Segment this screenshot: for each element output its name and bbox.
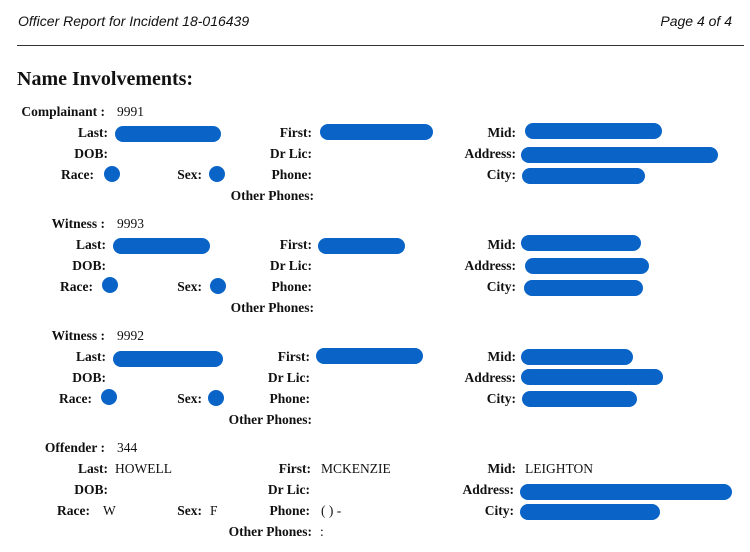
label-dob: DOB:: [72, 370, 106, 385]
label-first: First:: [279, 125, 312, 140]
label-dr-lic: Dr Lic:: [269, 258, 312, 273]
involvement-role: Offender :: [44, 440, 105, 455]
label-phone: Phone:: [271, 167, 312, 182]
section-title: Name Involvements:: [17, 68, 194, 90]
label-address: Address:: [464, 258, 516, 273]
redacted-address: [521, 147, 718, 163]
offender-other-phones: :: [320, 524, 324, 539]
involvement-id: 9993: [117, 216, 144, 231]
label-first: First:: [278, 461, 311, 476]
offender-race: W: [103, 503, 116, 518]
label-address: Address:: [462, 482, 514, 497]
label-race: Race:: [57, 503, 90, 518]
label-last: Last:: [78, 461, 108, 476]
header-divider: [17, 45, 744, 46]
label-race: Race:: [59, 391, 92, 406]
redacted-race: [102, 277, 118, 293]
offender-phone: ( ) -: [321, 503, 342, 518]
label-dr-lic: Dr Lic:: [267, 370, 310, 385]
label-city: City:: [486, 279, 516, 294]
label-sex: Sex:: [177, 279, 202, 294]
label-sex: Sex:: [177, 391, 202, 406]
label-address: Address:: [464, 370, 516, 385]
involvement-witness-2: [0, 328, 750, 440]
involvement-role: Complainant :: [21, 104, 105, 119]
label-phone: Phone:: [271, 279, 312, 294]
involvement-id: 344: [117, 440, 138, 455]
redacted-last: [113, 351, 223, 367]
redacted-mid: [521, 349, 633, 365]
label-mid: Mid:: [487, 237, 516, 252]
redacted-race: [101, 389, 117, 405]
redacted-city: [522, 168, 645, 184]
redacted-address: [520, 484, 732, 500]
redacted-last: [113, 238, 210, 254]
offender-first-name: MCKENZIE: [321, 461, 391, 476]
offender-sex: F: [210, 503, 218, 518]
label-sex: Sex:: [177, 167, 202, 182]
redacted-address: [525, 258, 649, 274]
label-dr-lic: Dr Lic:: [267, 482, 310, 497]
involvement-witness-1: [0, 216, 750, 328]
involvement-complainant: [0, 104, 750, 216]
label-other-phones: Other Phones:: [230, 300, 314, 315]
label-mid: Mid:: [487, 125, 516, 140]
involvement-id: 9992: [117, 328, 144, 343]
redacted-first: [318, 238, 405, 254]
label-other-phones: Other Phones:: [228, 524, 312, 539]
redacted-first: [316, 348, 423, 364]
label-address: Address:: [464, 146, 516, 161]
label-dr-lic: Dr Lic:: [269, 146, 312, 161]
label-city: City:: [484, 503, 514, 518]
offender-last-name: HOWELL: [115, 461, 172, 476]
page-number: Page 4 of 4: [660, 13, 732, 29]
label-last: Last:: [76, 349, 106, 364]
redacted-address: [521, 369, 663, 385]
redacted-mid: [525, 123, 662, 139]
involvement-role: Witness :: [51, 328, 105, 343]
label-phone: Phone:: [269, 391, 310, 406]
label-sex: Sex:: [177, 503, 202, 518]
redacted-race: [104, 166, 120, 182]
redacted-city: [522, 391, 637, 407]
label-first: First:: [277, 349, 310, 364]
redacted-city: [520, 504, 660, 520]
label-other-phones: Other Phones:: [230, 188, 314, 203]
report-title: Officer Report for Incident 18-016439: [18, 13, 250, 29]
label-mid: Mid:: [487, 461, 516, 476]
label-race: Race:: [60, 279, 93, 294]
involvement-id: 9991: [117, 104, 144, 119]
label-dob: DOB:: [72, 258, 106, 273]
label-last: Last:: [76, 237, 106, 252]
label-dob: DOB:: [74, 146, 108, 161]
redacted-last: [115, 126, 221, 142]
label-city: City:: [486, 391, 516, 406]
offender-middle-name: LEIGHTON: [525, 461, 593, 476]
label-city: City:: [486, 167, 516, 182]
label-phone: Phone:: [269, 503, 310, 518]
label-race: Race:: [61, 167, 94, 182]
label-dob: DOB:: [74, 482, 108, 497]
redacted-first: [320, 124, 433, 140]
label-first: First:: [279, 237, 312, 252]
involvement-role: Witness :: [51, 216, 105, 231]
redacted-mid: [521, 235, 641, 251]
label-mid: Mid:: [487, 349, 516, 364]
label-last: Last:: [78, 125, 108, 140]
label-other-phones: Other Phones:: [228, 412, 312, 427]
involvement-offender: [0, 440, 750, 552]
redacted-city: [524, 280, 643, 296]
